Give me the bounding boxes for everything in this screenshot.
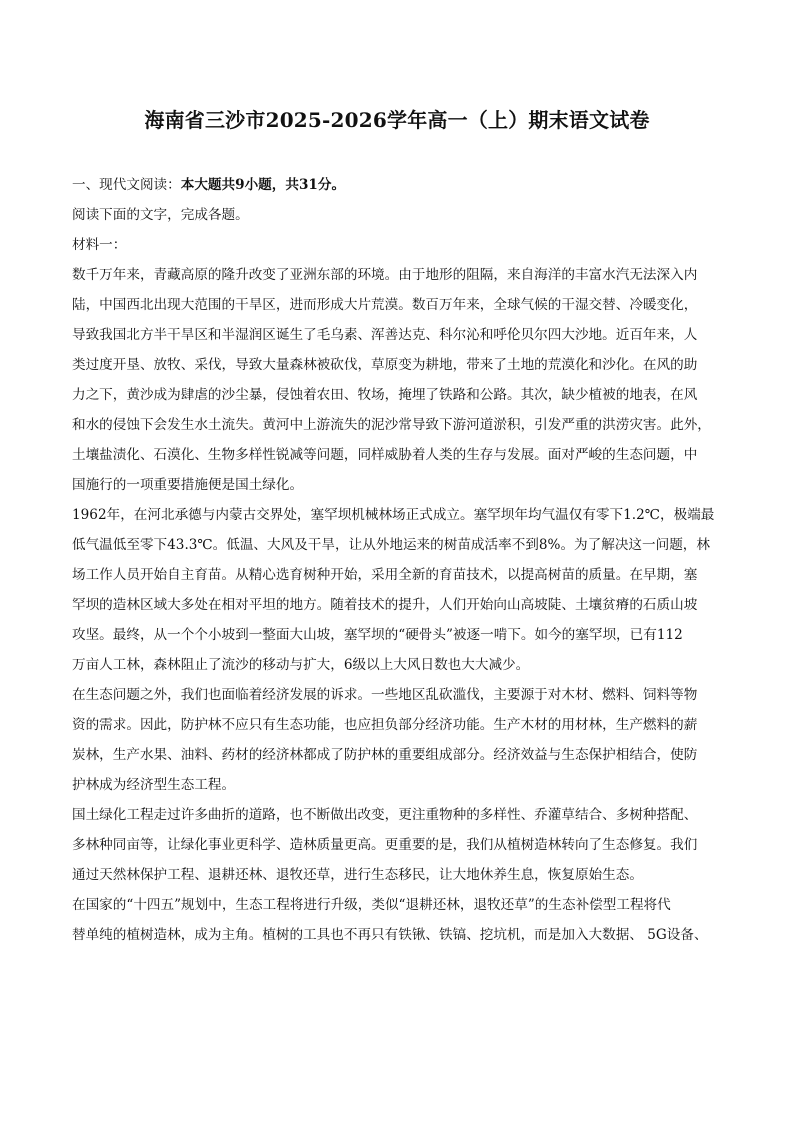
paragraph-5-line-1: 在国家的“十四五”规划中，生态工程将进行升级，类似“退耕还林，退牧还草”的生态补偿型工程将代 — [72, 897, 671, 913]
paragraph-3-line-1: 在生态问题之外，我们也面临着经济发展的诉求。一些地区乱砍滥伐，主要源于对木材、燃料、饲料等物 — [72, 687, 698, 703]
reading-section — [72, 170, 722, 950]
paragraph-1-line-8: 国施行的一项重要措施便是国土绿化。 — [72, 477, 304, 493]
section-heading-rest: 本大题共9小题，共31分。 — [180, 177, 346, 193]
paragraph-1-line-3: 导致我国北方半干旱区和半湿润区诞生了毛乌素、浑善达克、科尔沁和呼伦贝尔四大沙地。近百年来，人 — [72, 327, 698, 343]
paragraph-1-line-4: 类过度开垦、放牧、采伐，导致大量森林被砍伐，草原变为耕地，带来了土地的荒漠化和沙化。在风的助 — [72, 357, 698, 373]
paragraph-4-line-1: 国土绿化工程走过许多曲折的道路，也不断做出改变，更注重物种的多样性、乔灌草结合、多树种搭配、 — [72, 807, 698, 823]
section-heading-lead: 一、现代文阅读： — [72, 177, 181, 193]
paragraph-2-line-1: 1962年，在河北承德与内蒙古交界处，塞罕坝机械林场正式成立。塞罕坝年均气温仅有零下1.2℃，极端最 — [72, 507, 715, 523]
paragraph-2-line-6: 万亩人工林，森林阻止了流沙的移动与扩大，6级以上大风日数也大大减少。 — [72, 657, 530, 673]
instruction-text: 阅读下面的文字，完成各题。 — [72, 207, 249, 223]
section-heading — [72, 170, 722, 200]
paragraph-4-line-2: 多林种同亩等，让绿化事业更科学、造林质量更高。更重要的是，我们从植树造林转向了生态修复。我们 — [72, 837, 698, 853]
paragraph-3-line-4: 护林成为经济型生态工程。 — [72, 777, 236, 793]
paragraph-1-line-1: 数千万年来，青藏高原的隆升改变了亚洲东部的环境。由于地形的阻隔，来自海洋的丰富水汽无法深入内 — [72, 267, 698, 283]
page-title: 海南省三沙市2025-2026学年高一（上）期末语文试卷 — [144, 108, 650, 132]
material-label: 材料一： — [72, 237, 127, 253]
paragraph-3-line-3: 炭林，生产水果、油料、药材的经济林都成了防护林的重要组成部分。经济效益与生态保护相结合，使防 — [72, 747, 698, 763]
paragraph-2-line-3: 场工作人员开始自主育苗。从精心选育树种开始，采用全新的育苗技术，以提高树苗的质量。在早期，塞 — [72, 567, 698, 583]
paragraph-2-line-2: 低气温低至零下43.3℃。低温、大风及干旱，让从外地运来的树苗成活率不到8%。为了解决这一问题，林 — [72, 537, 710, 553]
paragraph-1-line-6: 和水的侵蚀下会发生水土流失。黄河中上游流失的泥沙常导致下游河道淤积，引发严重的洪涝灾害。此外， — [72, 417, 711, 433]
paragraph-1-line-5: 力之下，黄沙成为肆虐的沙尘暴，侵蚀着农田、牧场，掩埋了铁路和公路。其次，缺少植被的地表，在风 — [72, 387, 698, 403]
paragraph-2-line-5: 攻坚。最终，从一个个小坡到一整面大山坡，塞罕坝的“硬骨头”被逐一啃下。如今的塞罕坝，已有112 — [72, 627, 683, 643]
paragraph-4-line-3: 通过天然林保护工程、退耕还林、退牧还草，进行生态移民，让大地休养生息，恢复原始生态。 — [72, 867, 643, 883]
paragraph-2-line-4: 罕坝的造林区域大多处在相对平坦的地方。随着技术的提升，人们开始向山高坡陡、土壤贫瘠的石质山坡 — [72, 597, 698, 613]
paragraph-3-line-2: 资的需求。因此，防护林不应只有生态功能，也应担负部分经济功能。生产木材的用材林，生产燃料的薪 — [72, 717, 698, 733]
paragraph-1-line-7: 土壤盐渍化、石漠化、生物多样性锐减等问题，同样威胁着人类的生存与发展。面对严峻的生态问题，中 — [72, 447, 698, 463]
paragraph-5-line-2: 替单纯的植树造林，成为主角。植树的工具也不再只有铁锹、铁镐、挖坑机，而是加入大数据、 5G设备、 — [72, 927, 708, 943]
paragraph-1-line-2: 陆，中国西北出现大范围的干旱区，进而形成大片荒漠。数百万年来，全球气候的干湿交替、冷暖变化， — [72, 297, 698, 313]
